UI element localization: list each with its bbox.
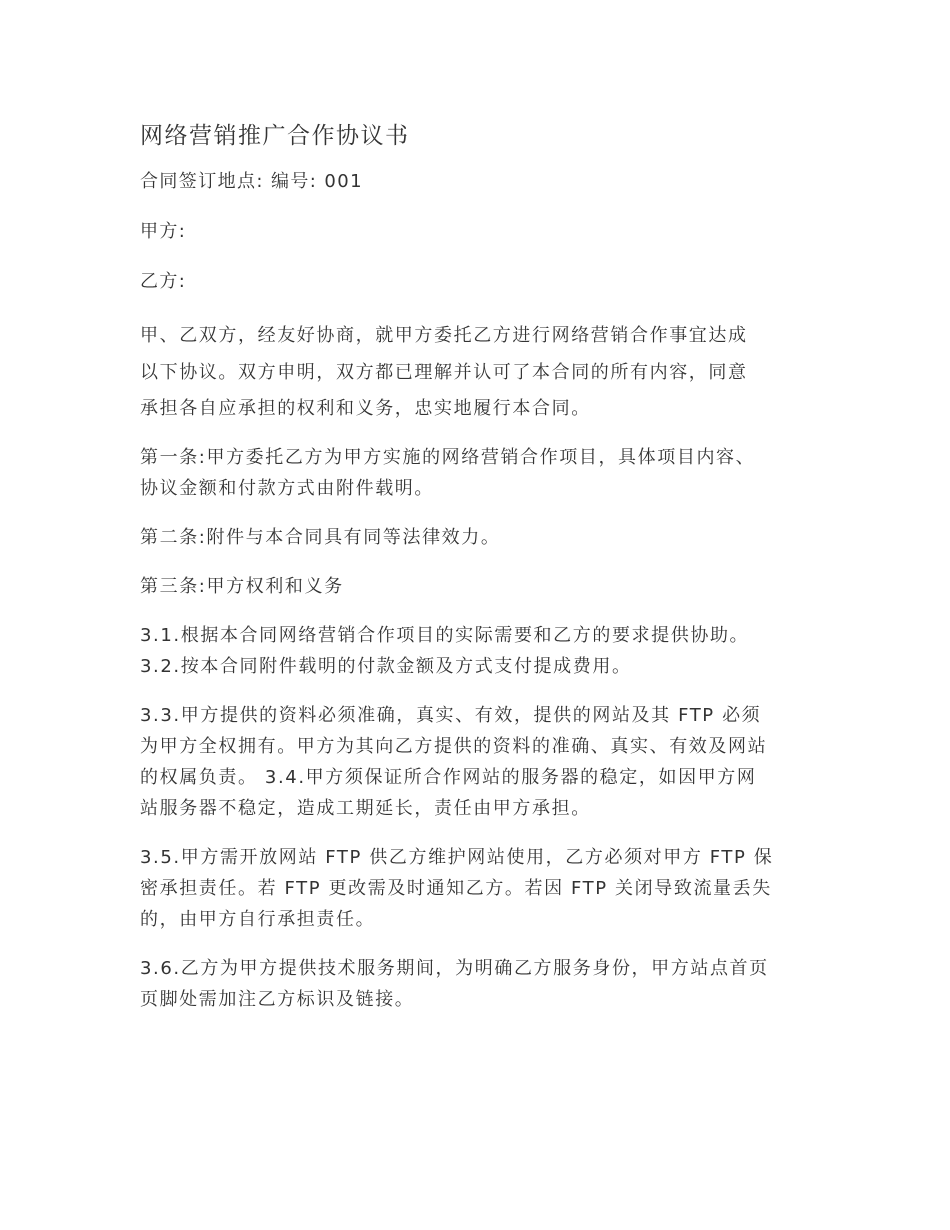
clause-3-1: 3.1.根据本合同网络营销合作项目的实际需要和乙方的要求提供协助。 (140, 624, 750, 646)
clause-3-6-line: 3.6.乙方为甲方提供技术服务期间，为明确乙方服务身份，甲方站点首页 (140, 957, 769, 979)
document-title: 网络营销推广合作协议书 (140, 123, 410, 149)
clause-3-5-line: 3.5.甲方需开放网站 FTP 供乙方维护网站使用，乙方必须对甲方 FTP 保 (140, 846, 774, 868)
intro-line: 以下协议。双方申明，双方都已理解并认可了本合同的所有内容，同意 (140, 361, 748, 383)
clause-3-5-line: 的，由甲方自行承担责任。 (140, 908, 376, 930)
clause-3-3-line: 为甲方全权拥有。甲方为其向乙方提供的资料的准确、真实、有效及网站 (140, 735, 768, 757)
clause-3-5-line: 密承担责任。若 FTP 更改需及时通知乙方。若因 FTP 关闭导致流量丢失 (140, 877, 772, 899)
clause-3-4-line: 站服务器不稳定，造成工期延长，责任由甲方承担。 (140, 797, 591, 819)
clause-3-5 (140, 842, 820, 935)
contract-place-number: 合同签订地点: 编号: 001 (140, 171, 363, 192)
clause-3-6 (140, 953, 820, 1015)
clauses-3-3-3-4 (140, 700, 820, 824)
article-1-line: 协议金额和付款方式由附件载明。 (140, 477, 434, 499)
party-a-label: 甲方: (140, 221, 187, 242)
clause-3-2: 3.2.按本合同附件载明的付款金额及方式支付提成费用。 (140, 655, 632, 677)
intro-line: 承担各自应承担的权利和义务，忠实地履行本合同。 (140, 398, 591, 419)
document-page (140, 118, 820, 1015)
clauses-3-1-3-2 (140, 620, 820, 682)
clause-3-3-line: 的权属负责。 3.4.甲方须保证所合作网站的服务器的稳定，如因甲方网 (140, 766, 757, 788)
intro-line: 甲、乙双方，经友好协商，就甲方委托乙方进行网络营销合作事宜达成 (140, 325, 748, 346)
intro-paragraph (140, 318, 820, 428)
clause-3-6-line: 页脚处需加注乙方标识及链接。 (140, 988, 415, 1010)
article-2: 第二条:附件与本合同具有同等法律效力。 (140, 526, 501, 548)
clause-3-3-line: 3.3.甲方提供的资料必须准确，真实、有效，提供的网站及其 FTP 必须 (140, 704, 762, 726)
party-b-label: 乙方: (140, 271, 187, 292)
article-3-heading: 第三条:甲方权利和义务 (140, 575, 344, 597)
article-1 (140, 442, 820, 504)
article-1-line: 第一条:甲方委托乙方为甲方实施的网络营销合作项目，具体项目内容、 (140, 446, 756, 468)
